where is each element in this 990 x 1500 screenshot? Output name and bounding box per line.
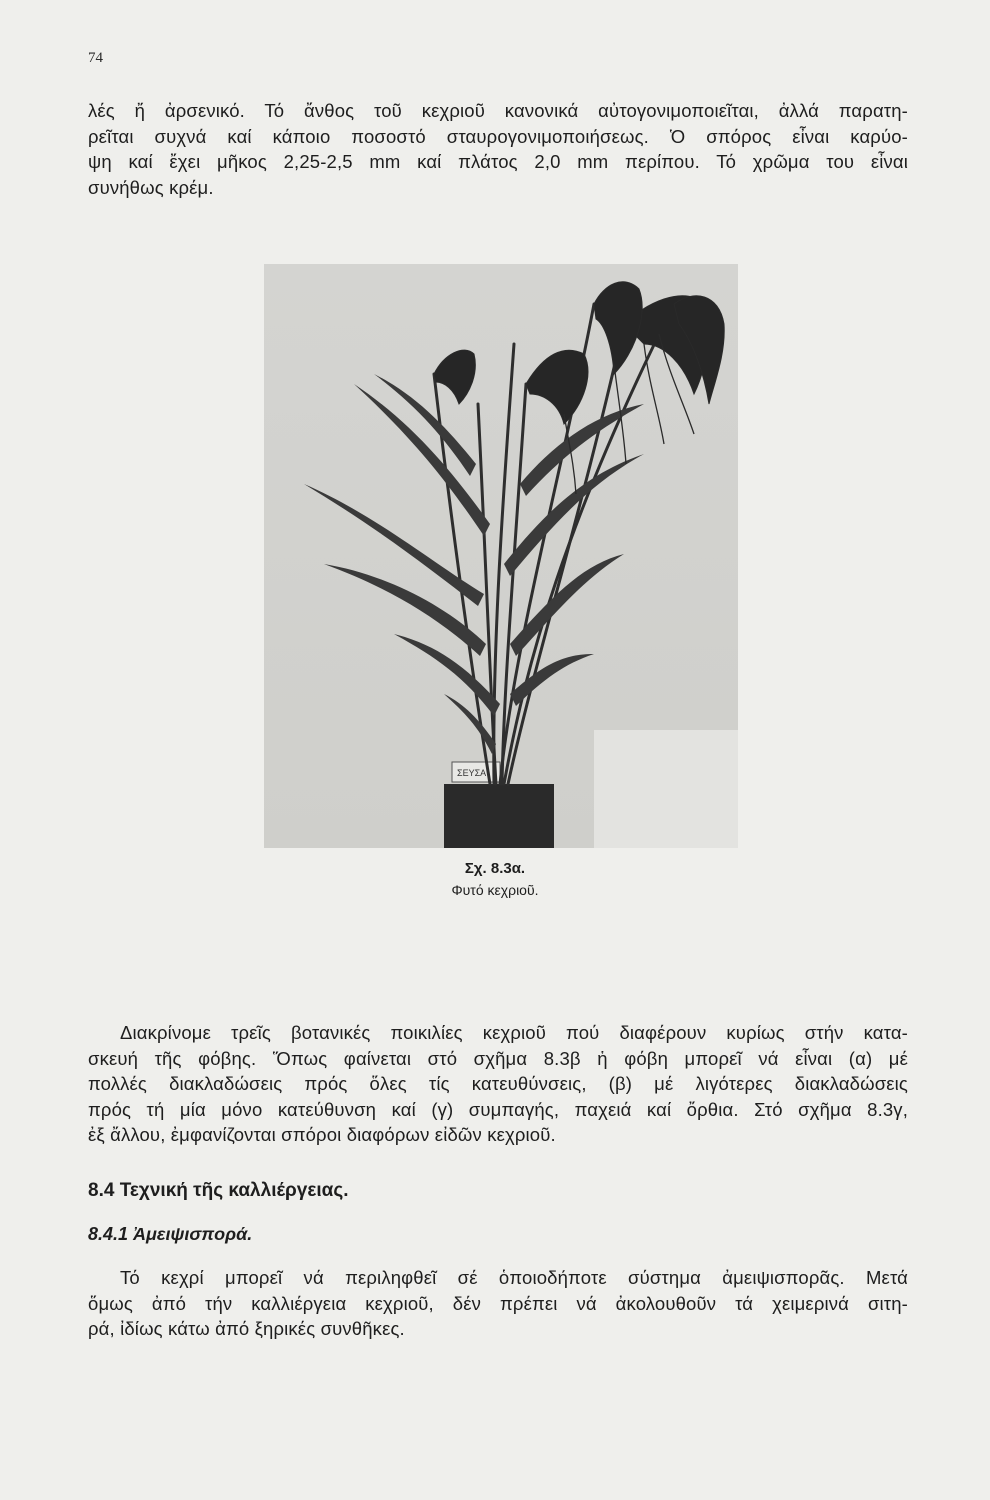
text-line: ὅμως ἀπό τήν καλλιέργεια κεχριοῦ, δέν πρέπει νά ἀκολουθοῦν τά χειμερινά σιτη- — [88, 1292, 908, 1314]
paragraph-grain-description — [88, 98, 908, 200]
section-heading: 8.4 Τεχνική τῆς καλλιέργειας. — [88, 1180, 349, 1201]
text-line: ρά, ἰδίως κάτω ἀπό ξηρικές συνθῆκες. — [88, 1318, 405, 1339]
pot-label: ΣΕΥΣΑ — [457, 768, 487, 778]
text-line: ρεῖται συχνά καί κάποιο ποσοστό σταυρογονιμοποιήσεως. Ὁ σπόρος εἶναι καρύο- — [88, 125, 908, 147]
text-line: Διακρίνομε τρεῖς βοτανικές ποικιλίες κεχριοῦ πού διαφέρουν κυρίως στήν κατα- — [120, 1022, 908, 1043]
text-line: πολλές διακλαδώσεις πρός ὅλες τίς κατευθύνσεις, (β) μέ λιγότερες διακλαδώσεις — [88, 1073, 908, 1094]
text-line: ψη καί ἔχει μῆκος 2,25-2,5 mm καί πλάτος 2,0 mm περίπου. Τό χρῶμα του εἶναι — [88, 151, 908, 172]
paragraph-crop-rotation — [88, 1265, 908, 1342]
figure-label: Σχ. 8.3α. — [464, 860, 526, 877]
subsection-heading: 8.4.1 Ἀμειψισπορά. — [88, 1224, 253, 1244]
text-line: σκευή τῆς φόβης. Ὅπως φαίνεται στό σχῆμα 8.3β ἡ φόβη μπορεῖ νά εἶναι (α) μέ — [88, 1047, 908, 1069]
paragraph-botanical-varieties — [88, 1020, 908, 1148]
text-line: πρός τή μία μόνο κατεύθυνση καί (γ) συμπαγής, παχειά καί ὄρθια. Στό σχῆμα 8.3γ, — [88, 1098, 908, 1120]
text-line: Τό κεχρί μπορεῖ νά περιληφθεῖ σέ ὁποιοδήποτε σύστημα ἀμειψισπορᾶς. Μετά — [120, 1267, 908, 1288]
text-line: λές ἤ ἀρσενικό. Τό ἄνθος τοῦ κεχριοῦ κανονικά αὐτογονιμοποιεῖται, ἀλλά παρατη- — [88, 100, 908, 121]
page-number: 74 — [88, 50, 103, 66]
millet-plant-photo — [264, 264, 738, 848]
text-line: συνήθως κρέμ. — [88, 176, 214, 198]
text-line: ἐξ ἄλλου, ἐμφανίζονται σπόροι διαφόρων εἰδῶν κεχριοῦ. — [88, 1124, 556, 1145]
figure-caption: Φυτό κεχριοῦ. — [451, 882, 539, 898]
